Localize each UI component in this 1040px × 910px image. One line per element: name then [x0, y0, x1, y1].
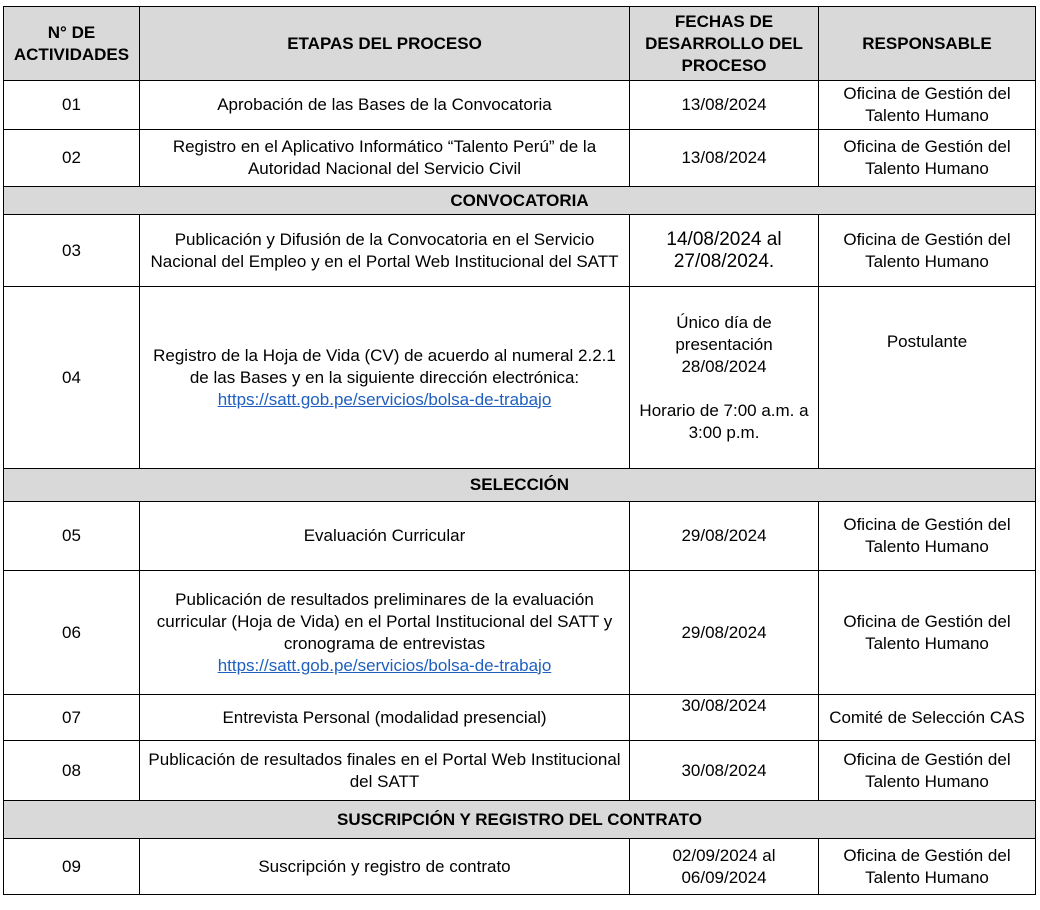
header-dates: FECHAS DE DESARROLLO DEL PROCESO [630, 7, 819, 81]
date-text: 02/09/2024 al 06/09/2024 [630, 839, 819, 895]
responsible-text: Oficina de Gestión del Talento Humano [819, 81, 1036, 130]
date-text: 30/08/2024 [630, 695, 819, 741]
activity-number: 03 [4, 215, 140, 287]
activity-number: 09 [4, 839, 140, 895]
activity-number: 07 [4, 695, 140, 741]
date-text: 29/08/2024 [630, 571, 819, 695]
table-row [4, 741, 1036, 801]
responsible-text: Oficina de Gestión del Talento Humano [819, 130, 1036, 187]
date-cell [630, 287, 819, 469]
table-row [4, 839, 1036, 895]
header-num: N° DE ACTIVIDADES [4, 7, 140, 81]
stage-text: Registro en el Aplicativo Informático “Talento Perú” de la Autoridad Nacional del Servicio Civil [140, 130, 630, 187]
stage-text: Suscripción y registro de contrato [140, 839, 630, 895]
date-text: 13/08/2024 [630, 81, 819, 130]
schedule-table [3, 6, 1036, 895]
date-text: 13/08/2024 [630, 130, 819, 187]
table-row [4, 502, 1036, 571]
responsible-text: Postulante [819, 287, 1036, 469]
section-row [4, 469, 1036, 502]
stage-text: Publicación y Difusión de la Convocatoria en el Servicio Nacional del Empleo y en el Portal Web Institucional del SATT [140, 215, 630, 287]
stage-cell [140, 287, 630, 469]
table-row [4, 215, 1036, 287]
stage-text: Entrevista Personal (modalidad presencial) [140, 695, 630, 741]
date-text: 30/08/2024 [630, 741, 819, 801]
activity-number: 02 [4, 130, 140, 187]
section-title-convocatoria: CONVOCATORIA [4, 187, 1036, 215]
stage-text: Registro de la Hoja de Vida (CV) de acuerdo al numeral 2.2.1 de las Bases y en la siguiente dirección electrónica: [153, 345, 616, 387]
activity-number: 04 [4, 287, 140, 469]
stage-text: Aprobación de las Bases de la Convocatoria [140, 81, 630, 130]
bolsa-de-trabajo-link[interactable]: https://satt.gob.pe/servicios/bolsa-de-trabajo [217, 389, 552, 409]
bolsa-de-trabajo-link[interactable]: https://satt.gob.pe/servicios/bolsa-de-trabajo [217, 655, 552, 675]
stage-text: Publicación de resultados preliminares de la evaluación curricular (Hoja de Vida) en el Portal Institucional del SATT y cronograma de entrevistas [156, 589, 613, 653]
section-row [4, 187, 1036, 215]
stage-text: Publicación de resultados finales en el Portal Web Institucional del SATT [140, 741, 630, 801]
responsible-text: Comité de Selección CAS [819, 695, 1036, 741]
section-row [4, 801, 1036, 839]
header-responsible: RESPONSABLE [819, 7, 1036, 81]
responsible-text: Oficina de Gestión del Talento Humano [819, 502, 1036, 571]
date-text: 14/08/2024 al 27/08/2024. [630, 215, 819, 287]
activity-number: 05 [4, 502, 140, 571]
table-row [4, 287, 1036, 469]
header-stage: ETAPAS DEL PROCESO [140, 7, 630, 81]
table-row [4, 695, 1036, 741]
responsible-text: Oficina de Gestión del Talento Humano [819, 571, 1036, 695]
date-text: 29/08/2024 [630, 502, 819, 571]
stage-cell [140, 571, 630, 695]
activity-number: 06 [4, 571, 140, 695]
stage-text: Evaluación Curricular [140, 502, 630, 571]
table-row [4, 571, 1036, 695]
table-row [4, 130, 1036, 187]
activity-number: 08 [4, 741, 140, 801]
date-text: Único día de presentación 28/08/2024 [675, 312, 773, 376]
section-title-contrato: SUSCRIPCIÓN Y REGISTRO DEL CONTRATO [4, 801, 1036, 839]
header-row [4, 7, 1036, 81]
schedule-hours-text: Horario de 7:00 a.m. a 3:00 p.m. [639, 400, 809, 442]
responsible-text: Oficina de Gestión del Talento Humano [819, 741, 1036, 801]
responsible-text: Oficina de Gestión del Talento Humano [819, 839, 1036, 895]
section-title-seleccion: SELECCIÓN [4, 469, 1036, 502]
table-row [4, 81, 1036, 130]
activity-number: 01 [4, 81, 140, 130]
responsible-text: Oficina de Gestión del Talento Humano [819, 215, 1036, 287]
